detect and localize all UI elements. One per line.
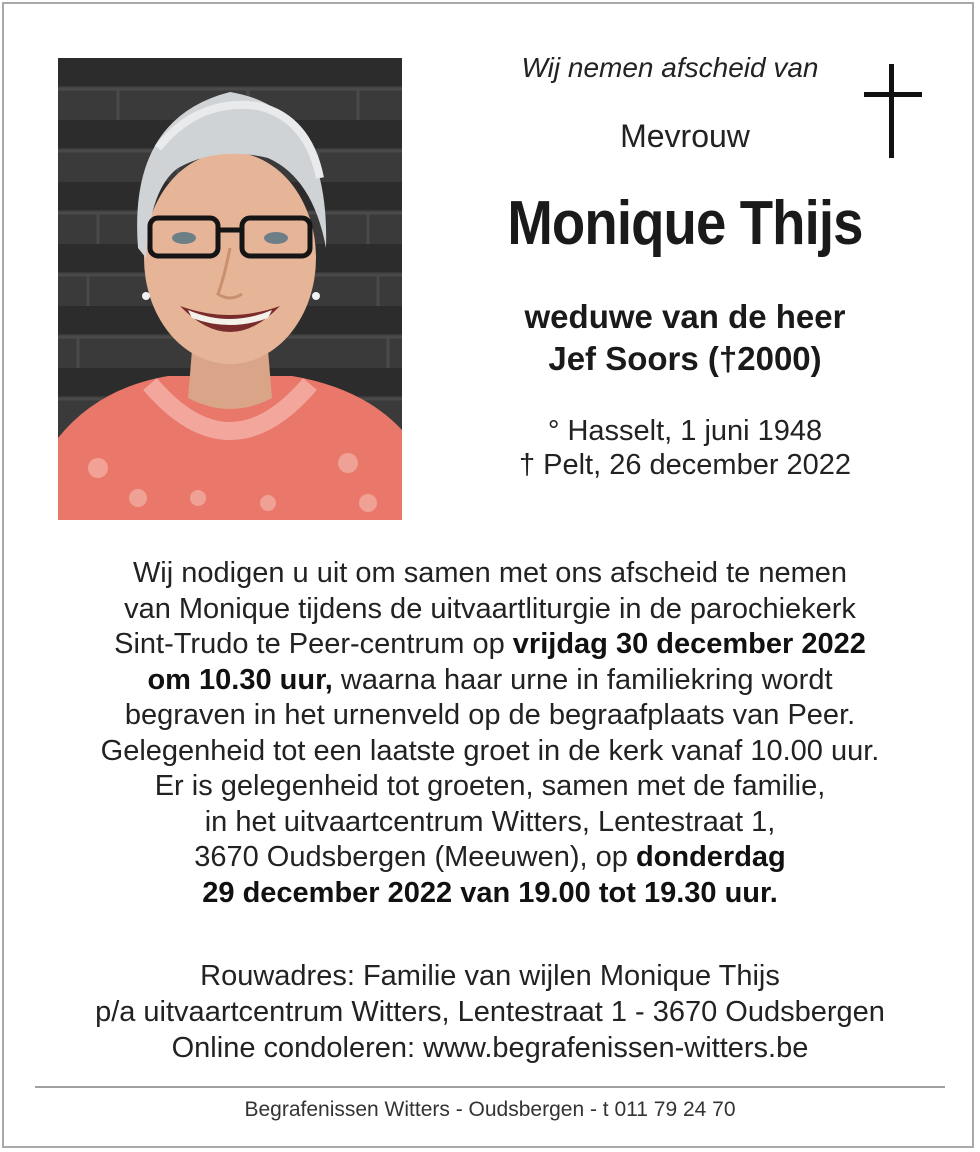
- birth-date: ° Hasselt, 1 juni 1948: [547, 415, 823, 447]
- contact-block: [30, 958, 950, 1066]
- widow-line-1: weduwe van de heer: [524, 298, 846, 335]
- death-date: † Pelt, 26 december 2022: [518, 449, 852, 481]
- invitation-line: [30, 627, 950, 663]
- widow-statement: [440, 296, 930, 380]
- life-dates: [440, 414, 930, 482]
- portrait-photo: [58, 58, 402, 520]
- invitation-text: [30, 556, 950, 911]
- invitation-text-span: Sint-Trudo te Peer-centrum op: [114, 628, 513, 660]
- invitation-line: begraven in het urnenveld op de begraafplaats van Peer.: [124, 699, 856, 731]
- title-prefix: Mevrouw: [620, 118, 750, 154]
- widow-line-2: Jef Soors (†2000): [548, 340, 822, 377]
- visitation-day: donderdag: [635, 841, 786, 873]
- invitation-line: [30, 876, 950, 912]
- invitation-line: [30, 663, 950, 699]
- invitation-line: Wij nodigen u uit om samen met ons afscheid te nemen: [132, 557, 848, 589]
- deceased-name: Monique Thijs: [507, 189, 863, 258]
- invitation-line: Er is gelegenheid tot groeten, samen met de familie,: [154, 770, 826, 802]
- visitation-date-time: 29 december 2022 van 19.00 tot 19.30 uur.: [202, 876, 778, 909]
- online-condolence: Online condoleren: www.begrafenissen-witters.be: [171, 1032, 809, 1064]
- footer-funeral-home: Begrafenissen Witters - Oudsbergen - t 011 79 24 70: [244, 1098, 736, 1121]
- invitation-text-span: waarna haar urne in familiekring wordt: [332, 663, 833, 696]
- funeral-time: om 10.30 uur,: [147, 663, 333, 696]
- divider: [35, 1086, 945, 1088]
- invitation-line: in het uitvaartcentrum Witters, Lentestraat 1,: [204, 805, 776, 838]
- mourning-address: Rouwadres: Familie van wijlen Monique Thijs: [200, 960, 780, 992]
- invitation-line: van Monique tijdens de uitvaartliturgie in de parochiekerk: [124, 592, 856, 625]
- intro-text: Wij nemen afscheid van: [521, 52, 819, 83]
- care-of-address: p/a uitvaartcentrum Witters, Lentestraat 1 - 3670 Oudsbergen: [95, 996, 885, 1028]
- cross-icon: [864, 64, 922, 158]
- invitation-line: Gelegenheid tot een laatste groet in de kerk vanaf 10.00 uur.: [100, 734, 880, 767]
- funeral-date: vrijdag 30 december 2022: [512, 628, 866, 660]
- invitation-text-span: 3670 Oudsbergen (Meeuwen), op: [194, 841, 636, 873]
- invitation-line: [30, 840, 950, 876]
